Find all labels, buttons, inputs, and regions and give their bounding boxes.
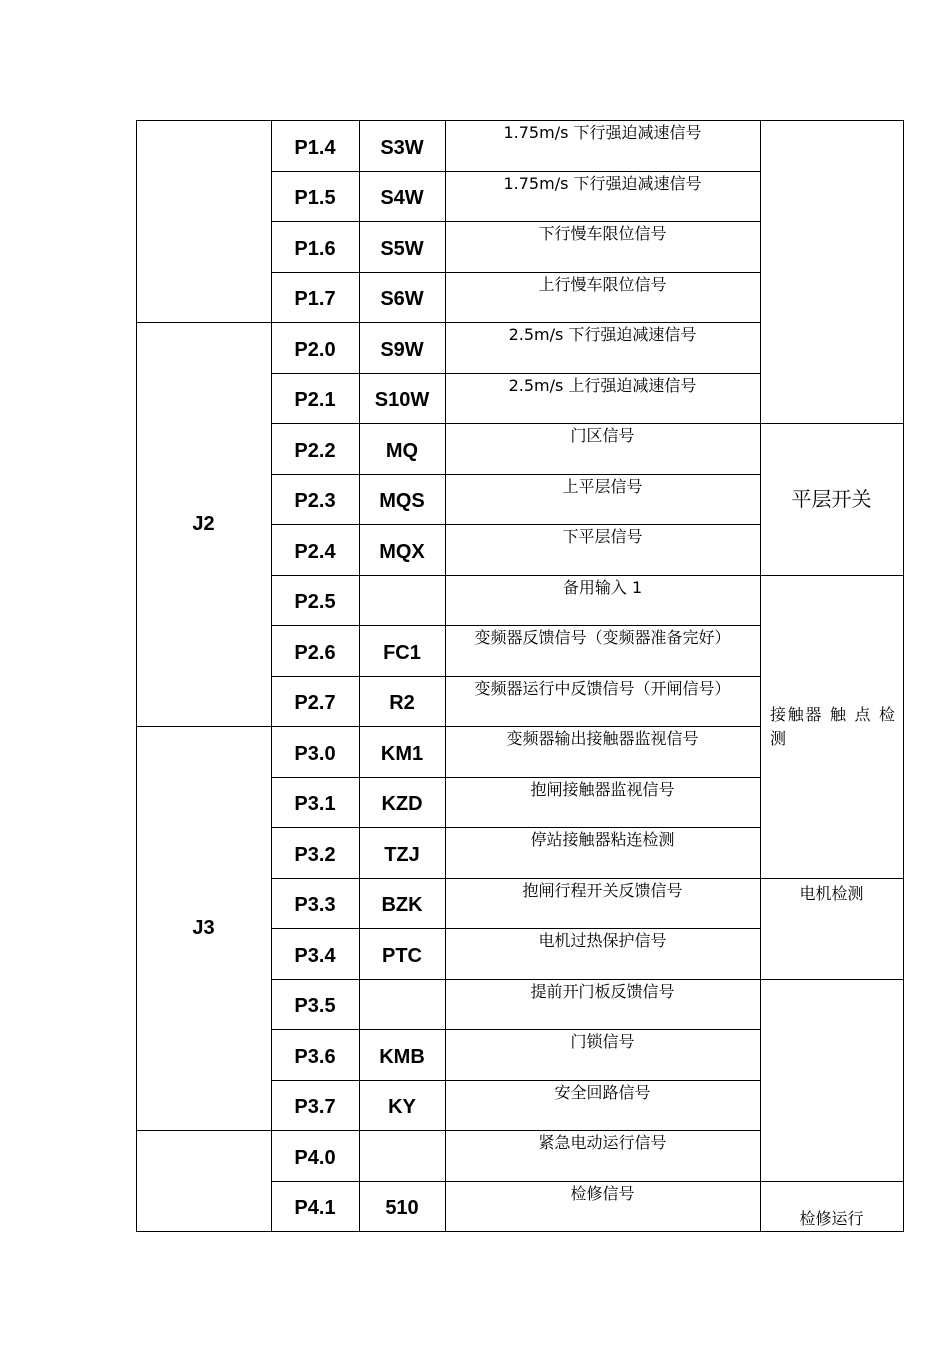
description-cell: 下行慢车限位信号 (538, 224, 667, 243)
code-cell: MQ (385, 440, 419, 462)
port-cell: P1.5 (294, 187, 336, 209)
group-cell-j3: J3 (192, 917, 215, 939)
code-cell: S5W (380, 238, 424, 260)
description-cell: 电机过热保护信号 (538, 931, 667, 950)
port-cell: P3.5 (294, 995, 336, 1017)
code-cell: MQX (379, 541, 425, 563)
description-cell: 变频器反馈信号（变频器准备完好） (474, 628, 731, 647)
port-cell: P3.0 (294, 743, 336, 765)
port-cell: P4.0 (294, 1147, 336, 1169)
group-cell-bottom (136, 1130, 271, 1231)
code-cell: KZD (381, 793, 423, 815)
code-cell: S6W (380, 288, 424, 310)
code-cell: KMB (379, 1046, 425, 1068)
description-cell: 提前开门板反馈信号 (530, 982, 675, 1001)
note-cell-motor-check: 电机检测 (799, 884, 864, 903)
port-cell: P3.1 (294, 793, 336, 815)
port-cell: P4.1 (294, 1197, 336, 1219)
description-cell: 门锁信号 (570, 1032, 635, 1051)
port-cell: P3.2 (294, 844, 336, 866)
description-cell: 变频器运行中反馈信号（开闸信号） (474, 679, 731, 698)
port-cell: P3.3 (294, 894, 336, 916)
note-cell-blank-2 (760, 979, 903, 1181)
port-cell: P2.1 (294, 389, 336, 411)
group-cell-top (136, 120, 271, 322)
note-cell-inspection-run: 检修运行 (799, 1209, 864, 1228)
description-cell: 抱闸行程开关反馈信号 (522, 881, 683, 900)
port-cell: P2.6 (294, 642, 336, 664)
port-cell: P3.6 (294, 1046, 336, 1068)
note-cell-contactor-check: 接触器 触 点 检 测 (770, 704, 895, 748)
code-cell: PTC (382, 945, 422, 967)
code-cell: KM1 (380, 743, 424, 765)
description-cell: 安全回路信号 (554, 1083, 651, 1102)
table-rule (136, 1231, 904, 1232)
code-cell: 510 (385, 1197, 419, 1219)
port-cell: P1.7 (294, 288, 336, 310)
description-cell: 抱闸接触器监视信号 (530, 780, 675, 799)
code-cell: S9W (380, 339, 424, 361)
code-cell: S4W (380, 187, 424, 209)
port-cell: P2.7 (294, 692, 336, 714)
description-cell: 上平层信号 (562, 477, 643, 496)
description-cell: 停站接触器粘连检测 (530, 830, 675, 849)
note-cell-blank-1 (760, 120, 903, 423)
code-cell: S10W (374, 389, 430, 411)
code-cell: TZJ (384, 844, 420, 866)
description-cell: 备用输入 1 (562, 578, 643, 597)
code-cell (359, 575, 445, 625)
port-cell: P2.0 (294, 339, 336, 361)
port-cell: P2.2 (294, 440, 336, 462)
code-cell (359, 1130, 445, 1181)
code-cell: S3W (380, 137, 424, 159)
description-cell: 门区信号 (570, 426, 635, 445)
port-cell: P1.6 (294, 238, 336, 260)
description-cell: 下平层信号 (562, 527, 643, 546)
code-cell: MQS (379, 490, 425, 512)
description-cell: 2.5m/s 上行强迫减速信号 (508, 376, 697, 395)
description-cell: 1.75m/s 下行强迫减速信号 (503, 123, 702, 142)
description-cell: 紧急电动运行信号 (538, 1133, 667, 1152)
port-cell: P2.5 (294, 591, 336, 613)
table-rule (903, 120, 904, 1232)
note-cell-leveling-switch: 平层开关 (791, 487, 872, 511)
port-cell: P3.7 (294, 1096, 336, 1118)
code-cell: KY (388, 1096, 416, 1118)
port-cell: P3.4 (294, 945, 336, 967)
description-cell: 1.75m/s 下行强迫减速信号 (503, 174, 702, 193)
code-cell: BZK (381, 894, 423, 916)
code-cell (359, 979, 445, 1029)
group-cell-j2: J2 (192, 513, 215, 535)
port-cell: P2.3 (294, 490, 336, 512)
port-cell: P1.4 (294, 137, 336, 159)
description-cell: 上行慢车限位信号 (538, 275, 667, 294)
port-cell: P2.4 (294, 541, 336, 563)
description-cell: 变频器输出接触器监视信号 (506, 729, 699, 748)
description-cell: 2.5m/s 下行强迫减速信号 (508, 325, 697, 344)
code-cell: R2 (389, 692, 415, 714)
code-cell: FC1 (383, 642, 421, 664)
description-cell: 检修信号 (570, 1184, 635, 1203)
